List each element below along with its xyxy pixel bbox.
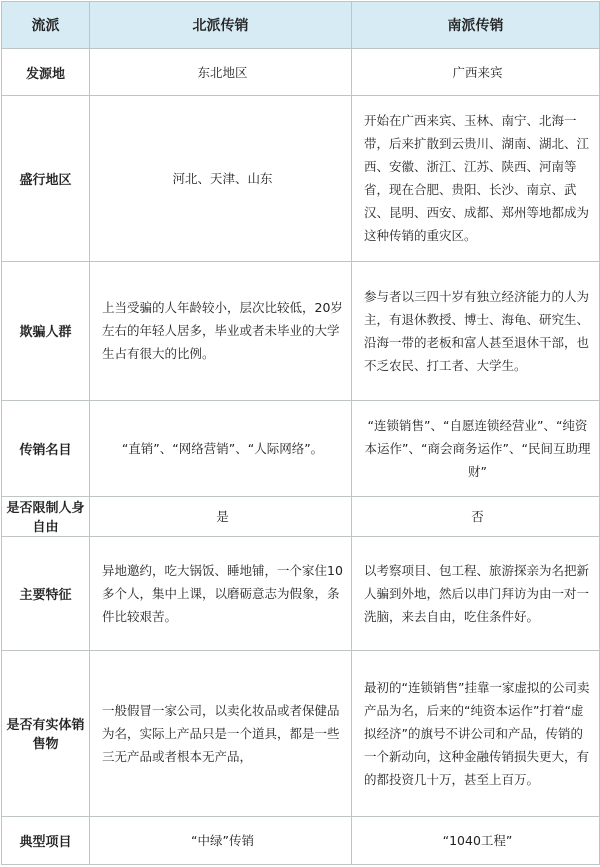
row-label: 欺骗人群: [2, 261, 90, 400]
row-physical-products: [2, 651, 600, 816]
table-header: [2, 2, 600, 49]
row-mlm-names: [2, 400, 600, 497]
north-cell: 异地邀约，吃大锅饭、睡地铺，一个家住10多个人，集中上课，以磨砺意志为假象，条件比较艰苦。: [90, 536, 352, 651]
north-cell: 东北地区: [90, 49, 352, 96]
north-cell: “中绿”传销: [90, 816, 352, 864]
comparison-table: [1, 1, 600, 865]
north-cell: “直销”、“网络营销”、“人际网络”。: [90, 400, 352, 497]
south-cell: “1040工程”: [352, 816, 600, 864]
row-label: 传销名目: [2, 400, 90, 497]
row-restrict-freedom: [2, 497, 600, 536]
header-south-school: 南派传销: [352, 2, 600, 49]
row-label: 是否有实体销售物: [2, 651, 90, 816]
north-cell: 上当受骗的人年龄较小，层次比较低，20岁左右的年轻人居多，毕业或者未毕业的大学生占有很大的比例。: [90, 261, 352, 400]
north-cell: 是: [90, 497, 352, 536]
row-popular-regions: [2, 96, 600, 261]
row-label: 发源地: [2, 49, 90, 96]
row-typical-projects: [2, 816, 600, 864]
south-cell: “连锁销售”、“自愿连锁经营业”、“纯资本运作”、“商会商务运作”、“民间互助理财”: [352, 400, 600, 497]
south-cell: 否: [352, 497, 600, 536]
header-north-school: 北派传销: [90, 2, 352, 49]
south-cell: 广西来宾: [352, 49, 600, 96]
row-origin: [2, 49, 600, 96]
south-cell: 开始在广西来宾、玉林、南宁、北海一带，后来扩散到云贵川、湖南、湖北、江西、安徽、浙江、江苏、陕西、河南等省，现在合肥、贵阳、长沙、南京、武汉、昆明、西安、成都、郑州等地都成为这种传销的重灾区。: [352, 96, 600, 261]
row-label: 盛行地区: [2, 96, 90, 261]
row-target-group: [2, 261, 600, 400]
row-label: 主要特征: [2, 536, 90, 651]
row-label: 典型项目: [2, 816, 90, 864]
table-body: [2, 49, 600, 865]
south-cell: 以考察项目、包工程、旅游探亲为名把新人骗到外地，然后以串门拜访为由一对一洗脑，来去自由，吃住条件好。: [352, 536, 600, 651]
header-row: [2, 2, 600, 49]
header-school: 流派: [2, 2, 90, 49]
north-cell: 河北、天津、山东: [90, 96, 352, 261]
row-main-features: [2, 536, 600, 651]
row-label: 是否限制人身自由: [2, 497, 90, 536]
south-cell: 最初的“连锁销售”挂靠一家虚拟的公司卖产品为名，后来的“纯资本运作”打着“虚拟经济”的旗号不讲公司和产品，传销的一个新动向，这种金融传销损失更大，有的都投资几十万，甚至上百万。: [352, 651, 600, 816]
north-cell: 一般假冒一家公司，以卖化妆品或者保健品为名，实际上产品只是一个道具，都是一些三无产品或者根本无产品，: [90, 651, 352, 816]
south-cell: 参与者以三四十岁有独立经济能力的人为主，有退休教授、博士、海龟、研究生、沿海一带的老板和富人甚至退休干部，也不乏农民、打工者、大学生。: [352, 261, 600, 400]
